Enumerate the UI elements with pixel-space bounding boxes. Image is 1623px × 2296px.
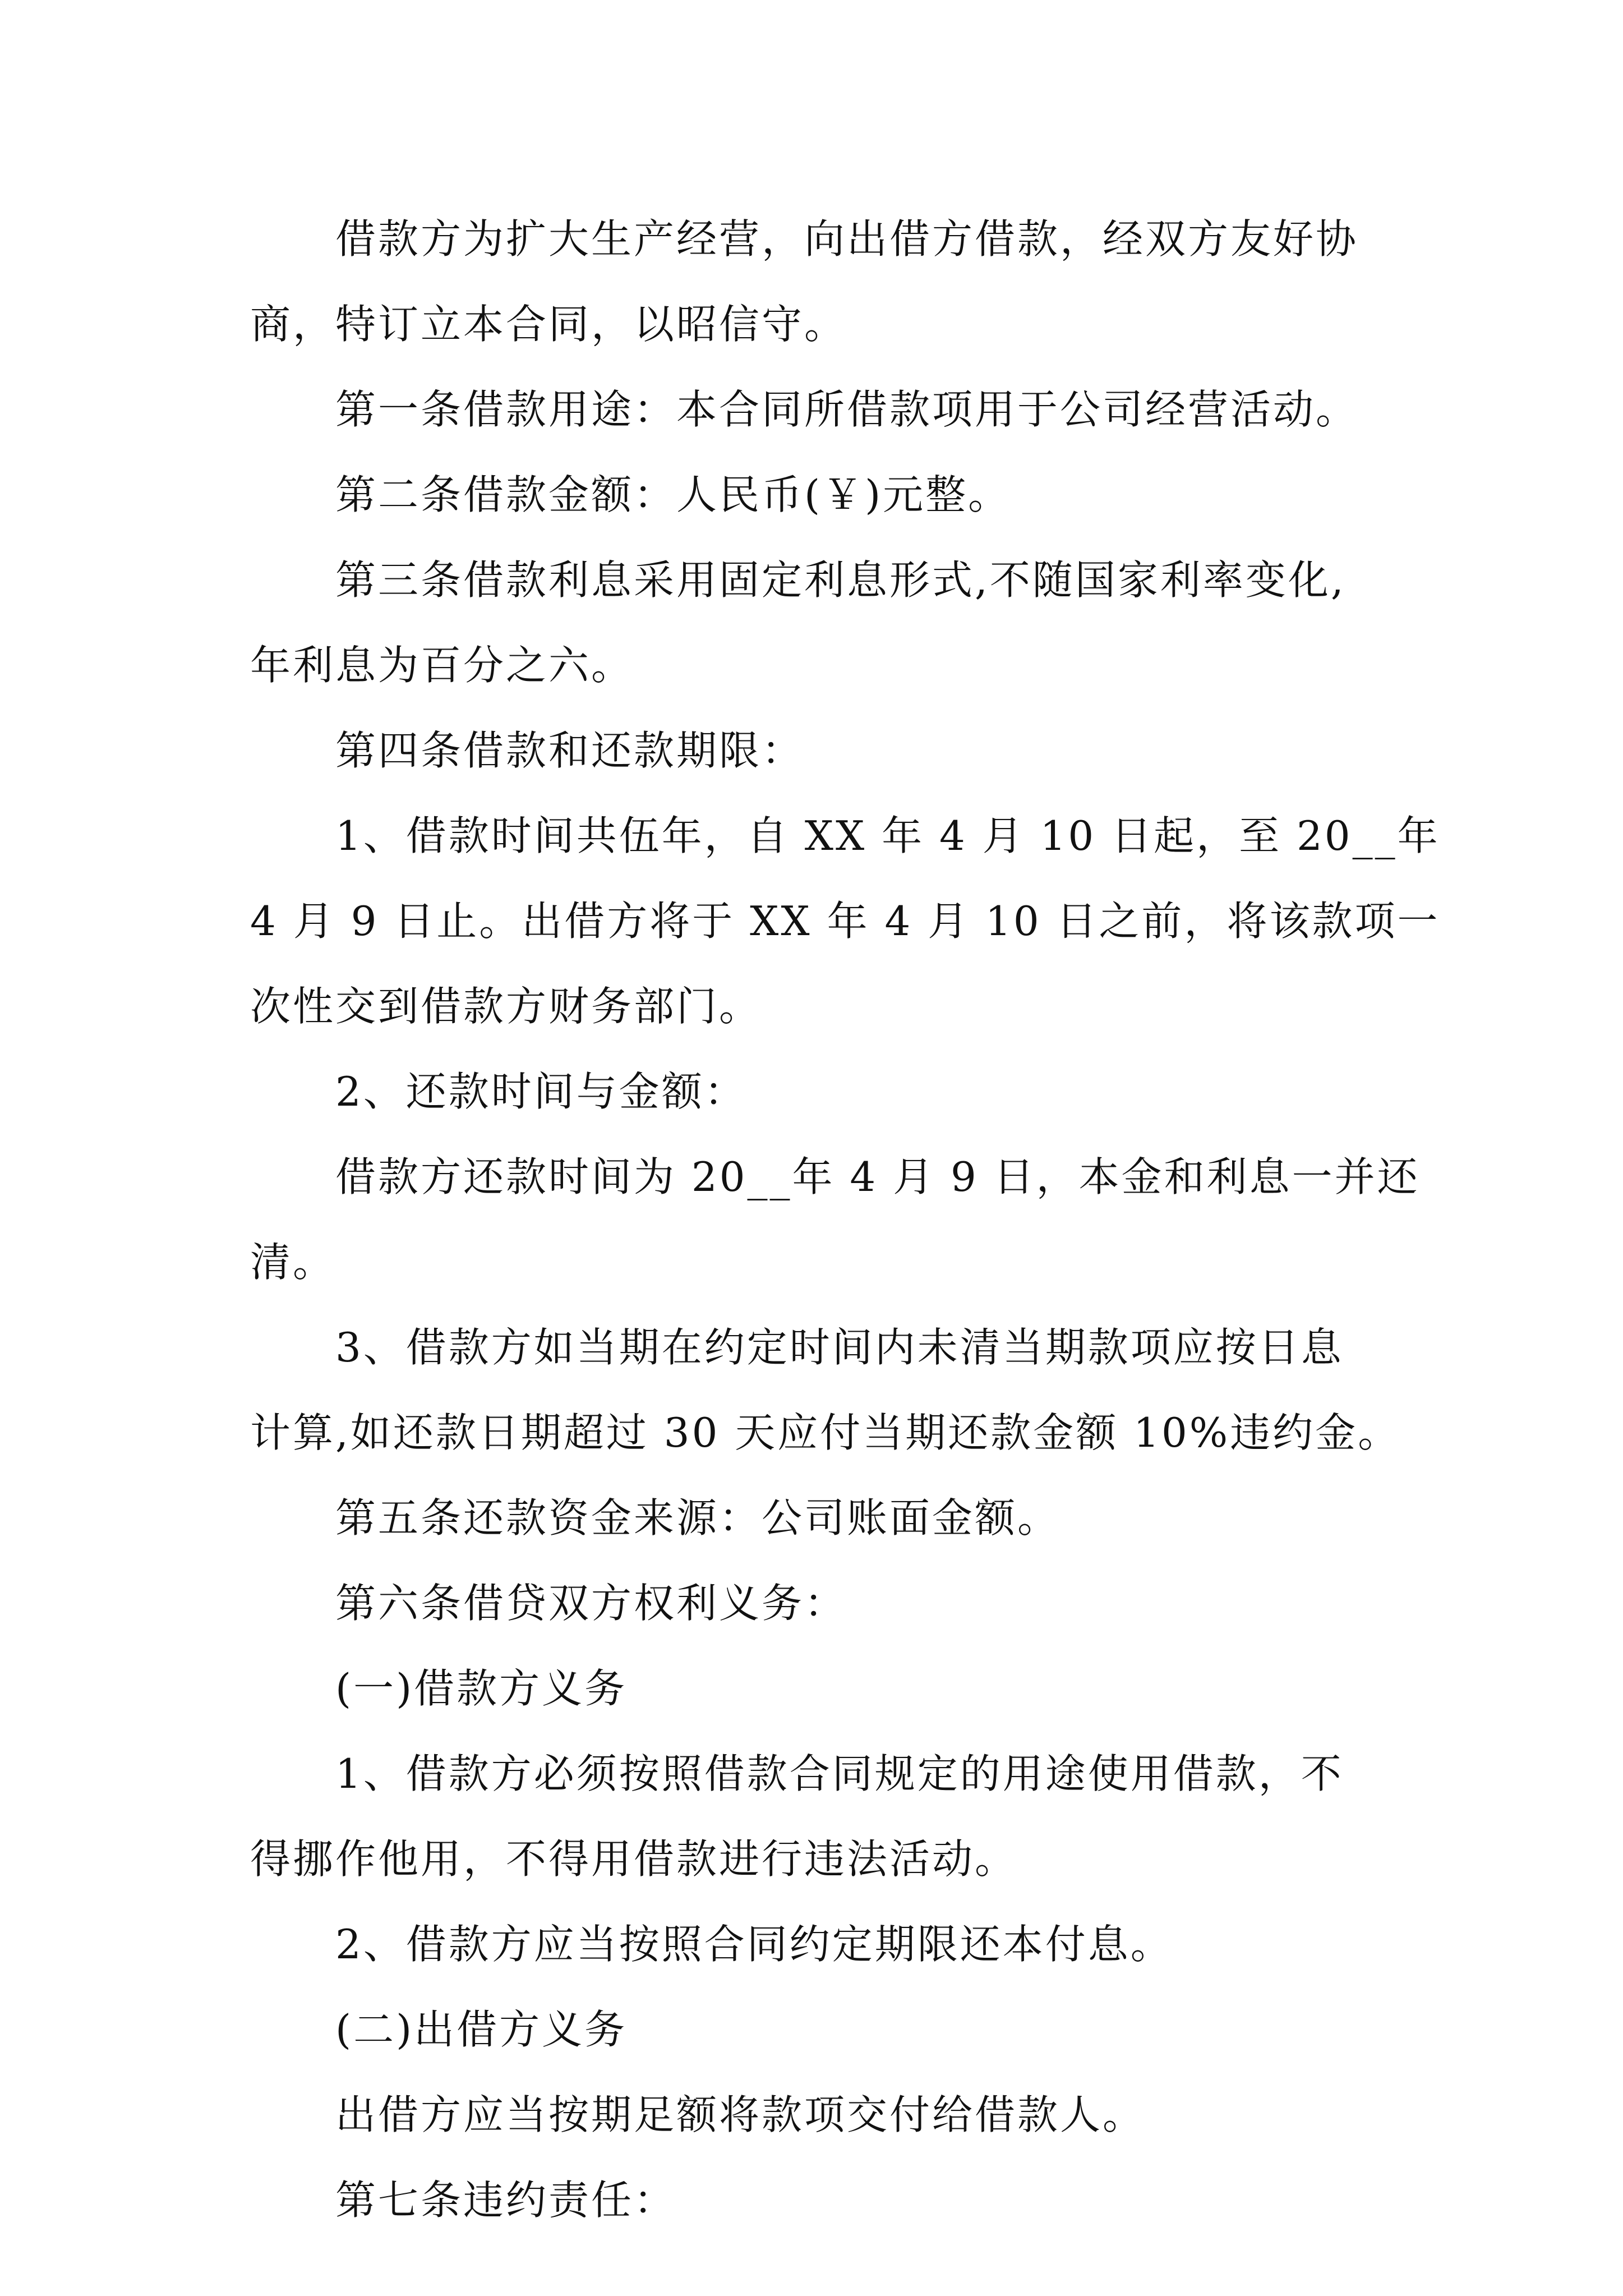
text-line: 1、借款时间共伍年，自 XX 年 4 月 10 日起，至 20__年 [335,812,1440,859]
borrower-duty-1 [250,1731,1372,1902]
lender-duties-heading [250,1987,1372,2072]
text-line: 1、借款方必须按照借款合同规定的用途使用借款，不 [335,1750,1344,1797]
article-7-liability-heading [250,2157,1372,2243]
text-line: 次性交到借款方财务部门。 [250,983,762,1030]
text-line: 3、借款方如当期在约定时间内未清当期款项应按日息 [335,1324,1344,1371]
article-6-rights-heading [250,1561,1372,1646]
text-line: (一)借款方义务 [335,1665,628,1712]
text-line: 第六条借贷双方权利义务： [335,1580,847,1627]
text-line: 清。 [250,1239,336,1286]
text-line: 4 月 9 日止。出借方将于 XX 年 4 月 10 日之前，将该款项一 [250,898,1440,945]
article-3-interest [250,537,1372,708]
text-line: 第三条借款利息采用固定利息形式,不随国家利率变化, [335,556,1346,604]
text-line: 第一条借款用途：本合同所借款项用于公司经营活动。 [335,386,1359,433]
text-line: 第五条还款资金来源：公司账面金额。 [335,1494,1061,1542]
text-line: 商，特订立本合同，以昭信守。 [250,301,847,348]
text-line: 借款方为扩大生产经营，向出借方借款，经双方友好协 [335,215,1359,263]
text-line: 第二条借款金额：人民币(￥)元整。 [335,471,1011,518]
text-line: 年利息为百分之六。 [250,642,634,689]
article-4-term-heading [250,708,1372,793]
text-line: (二)出借方义务 [335,2006,628,2053]
term-item-2 [250,1049,1372,1134]
text-line: 计算,如还款日期超过 30 天应付当期还款金额 10%违约金。 [250,1409,1401,1456]
borrower-duty-2 [250,1902,1372,1987]
borrower-duties-heading [250,1646,1372,1731]
text-line: 第七条违约责任： [335,2177,677,2224]
text-line: 出借方应当按期足额将款项交付给借款人。 [335,2091,1146,2138]
article-2-amount [250,452,1372,537]
article-5-source [250,1475,1372,1561]
lender-duty-1 [250,2072,1372,2157]
term-item-1 [250,793,1440,1049]
text-line: 得挪作他用，不得用借款进行违法活动。 [250,1835,1018,1883]
text-line: 2、借款方应当按照合同约定期限还本付息。 [335,1921,1173,1968]
text-line: 第四条借款和还款期限： [335,727,805,774]
preamble-paragraph [250,196,1372,367]
term-item-3 [250,1305,1401,1475]
contract-body [250,196,1440,2243]
repayment-time-paragraph [250,1134,1420,1305]
text-line: 2、还款时间与金额： [335,1068,747,1115]
text-line: 借款方还款时间为 20__年 4 月 9 日，本金和利息一并还 [335,1153,1420,1200]
article-1-purpose [250,367,1372,452]
